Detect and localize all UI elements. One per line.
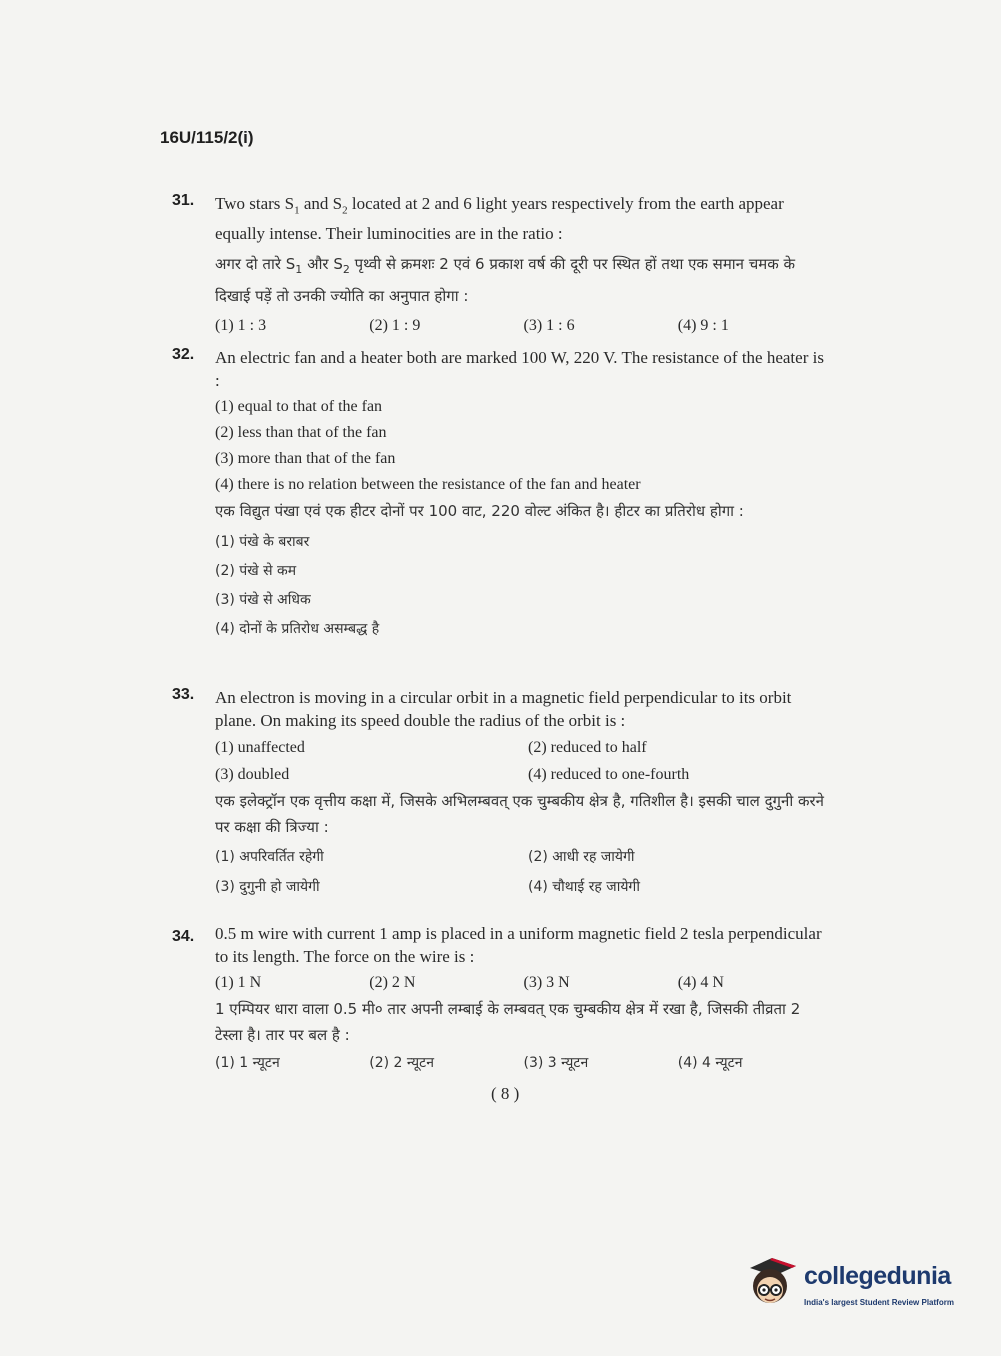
question-text-hindi: एक विद्युत पंखा एवं एक हीटर दोनों पर 100 वाट, 220 वोल्ट अंकित है। हीटर का प्रतिरोध होगा : — [215, 502, 744, 520]
option: (4) there is no relation between the resistance of the fan and heater — [215, 476, 641, 493]
option: (3) दुगुनी हो जायेगी — [215, 879, 320, 895]
question-32 — [172, 346, 832, 644]
option: (1) 1 न्यूटन — [215, 1055, 280, 1071]
option: (1) अपरिवर्तित रहेगी — [215, 849, 324, 865]
paper-code: 16U/115/2(i) — [160, 128, 254, 147]
option: (2) आधी रह जायेगी — [528, 849, 635, 865]
option: (2) 2 N — [369, 974, 416, 991]
page-number: ( 8 ) — [491, 1084, 520, 1103]
option: (4) चौथाई रह जायेगी — [528, 879, 640, 895]
mascot-icon — [742, 1254, 802, 1314]
option: (1) 1 : 3 — [215, 317, 267, 335]
option: (4) 9 : 1 — [677, 317, 729, 335]
question-31 — [172, 192, 832, 339]
options-list — [215, 394, 832, 498]
question-34 — [172, 922, 832, 1076]
question-text: An electric fan and a heater both are marked 100 W, 220 V. The resistance of the heater is : — [215, 348, 824, 390]
question-text: Two stars $S_1$ and $S_2$ located at 2 and 6 light years respectively from the earth appear equally intense. Their luminocities are in the ratio : — [215, 194, 784, 244]
option: (3) 3 N — [523, 974, 570, 991]
option: (1) 1 N — [215, 974, 262, 991]
option: (2) पंखे से कम — [215, 563, 297, 579]
option: (3) 3 न्यूटन — [523, 1055, 589, 1071]
option: (4) 4 न्यूटन — [677, 1055, 743, 1071]
option: (1) पंखे के बराबर — [215, 534, 310, 550]
options-list-hindi — [215, 528, 832, 644]
question-33 — [172, 686, 832, 902]
option: (4) reduced to one-fourth — [528, 766, 690, 783]
option: (3) doubled — [215, 766, 290, 783]
collegedunia-logo — [742, 1252, 972, 1322]
option: (3) पंखे से अधिक — [215, 592, 311, 608]
options-row-hindi — [215, 1050, 832, 1076]
question-text-hindi: अगर दो तारे $S_1$ और $S_2$ पृथ्वी से क्रमशः 2 एवं 6 प्रकाश वर्ष की दूरी पर स्थित हों तथा एक समान चमक के दिखाई पड़ें तो उनकी ज्योति का अनुपात होगा : — [215, 255, 796, 306]
option: (3) more than that of the fan — [215, 450, 396, 467]
option: (1) unaffected — [215, 739, 305, 756]
options-grid-hindi — [215, 842, 832, 902]
option: (1) equal to that of the fan — [215, 398, 383, 415]
option: (2) 2 न्यूटन — [369, 1055, 434, 1071]
question-number: 34. — [172, 928, 195, 945]
option: (2) 1 : 9 — [369, 317, 421, 335]
question-text-hindi: 1 एम्पियर धारा वाला 0.5 मी० तार अपनी लम्बाई के लम्बवत् एक चुम्बकीय क्षेत्र में रखा है, जिसकी तीव्रता 2 टेस्ला है। तार पर बल है : — [215, 1000, 801, 1044]
logo-tagline: India's largest Student Review Platform — [804, 1298, 954, 1307]
option: (2) less than that of the fan — [215, 424, 387, 441]
question-number: 31. — [172, 192, 195, 209]
option: (4) 4 N — [677, 974, 724, 991]
question-text: An electron is moving in a circular orbit in a magnetic field perpendicular to its orbit plane. On making its speed double the radius of the orbit is : — [215, 688, 792, 730]
option: (2) reduced to half — [528, 739, 647, 756]
option: (4) दोनों के प्रतिरोध असम्बद्ध है — [215, 621, 380, 637]
options-row — [215, 970, 832, 996]
options-grid — [215, 734, 832, 788]
question-number: 32. — [172, 346, 195, 363]
option: (3) 1 : 6 — [523, 317, 575, 335]
question-text: 0.5 m wire with current 1 amp is placed in a uniform magnetic field 2 tesla perpendicular to its length. The force on the wire is : — [215, 924, 822, 966]
question-text-hindi: एक इलेक्ट्रॉन एक वृत्तीय कक्षा में, जिसके अभिलम्बवत् एक चुम्बकीय क्षेत्र है, गतिशील है। इसकी चाल दुगुनी करने पर कक्षा की त्रिज्या : — [215, 792, 824, 836]
question-number: 33. — [172, 686, 195, 703]
logo-name: collegedunia — [804, 1262, 951, 1290]
options-row — [215, 313, 832, 339]
